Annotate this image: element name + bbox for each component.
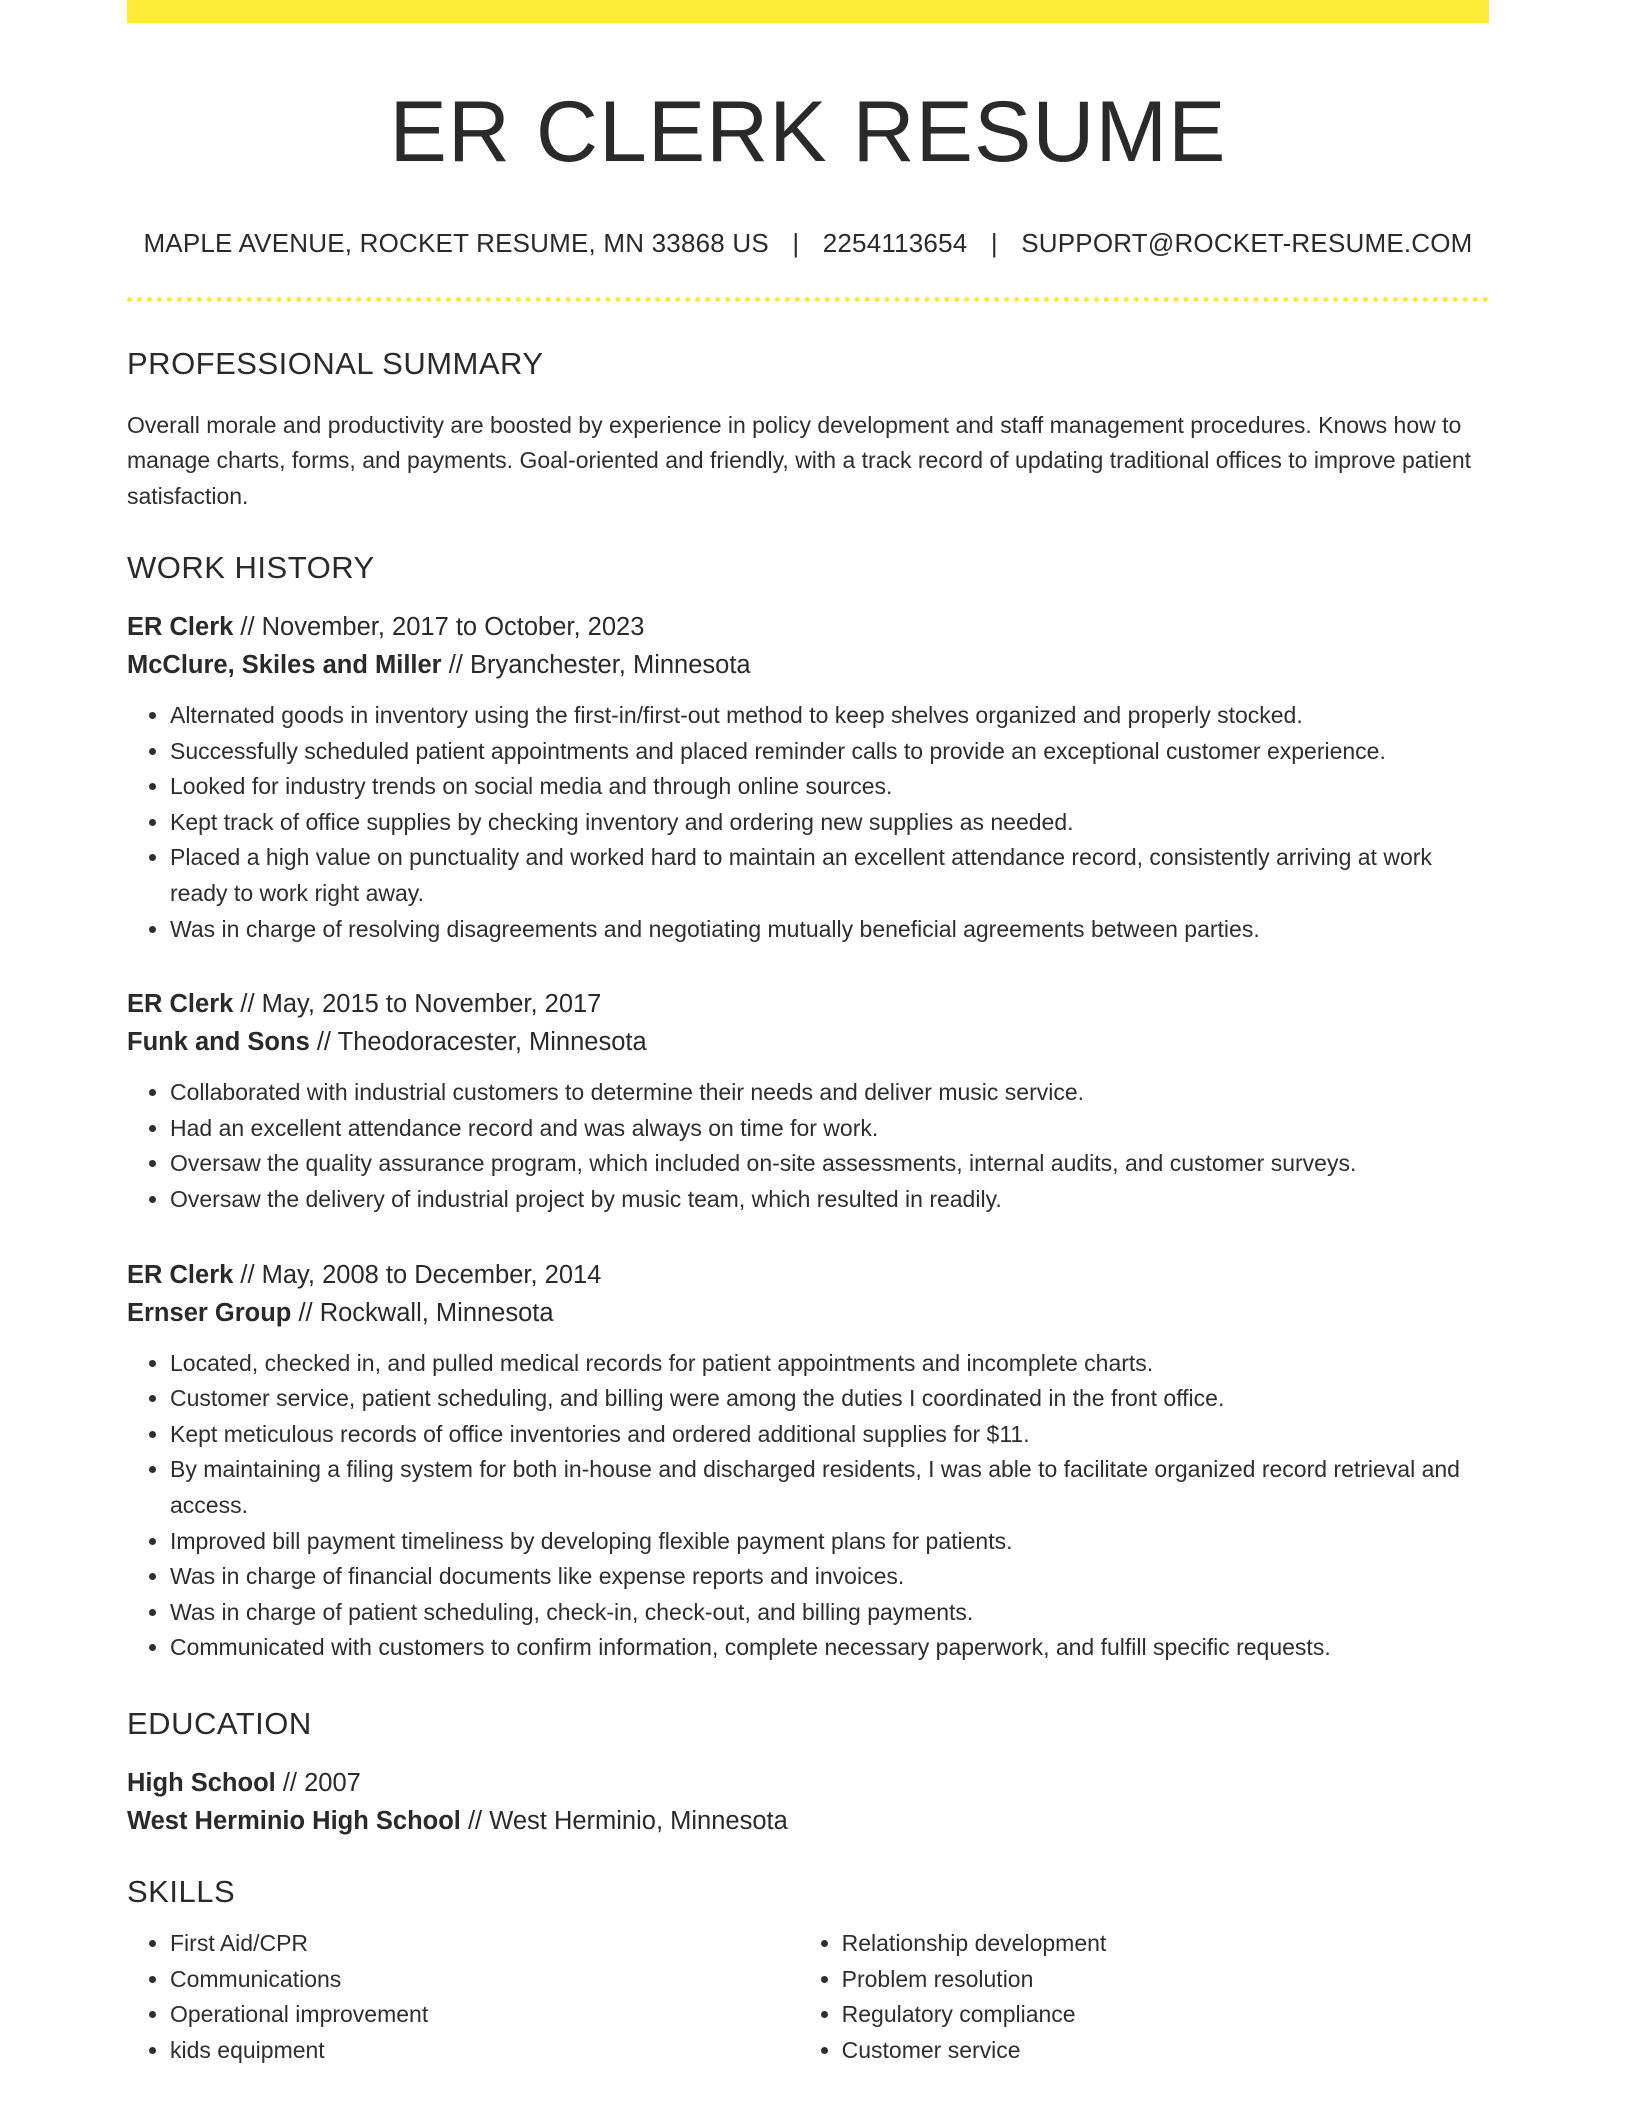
job-location: // Theodoracester, Minnesota — [309, 1028, 647, 1057]
skill-item: • Regulatory compliance — [842, 1997, 1489, 2033]
education-school: West Herminio High School — [127, 1806, 461, 1835]
job-company-line — [127, 1023, 1489, 1061]
education-degree-line — [127, 1764, 1489, 1802]
resume-page — [127, 0, 1489, 2068]
contact-separator: | — [792, 227, 800, 258]
job-entry — [127, 608, 1489, 947]
job-bullets — [127, 1346, 1489, 1666]
skills-heading: SKILLS — [127, 1873, 236, 1909]
skills-left-column — [127, 1926, 799, 2068]
contact-line — [127, 228, 1489, 259]
job-bullet: • Communicated with customers to confirm information, complete necessary paperwork, and fulfill specific requests. — [170, 1630, 1489, 1666]
job-role: ER Clerk — [127, 1260, 234, 1289]
skill-item: • First Aid/CPR — [170, 1926, 799, 1962]
work-history-heading: WORK HISTORY — [127, 550, 375, 586]
job-location: // Bryanchester, Minnesota — [441, 651, 751, 680]
education-school-line — [127, 1802, 1489, 1840]
job-bullet: • Looked for industry trends on social media and through online sources. — [170, 769, 1489, 805]
job-bullet: • Kept track of office supplies by checking inventory and ordering new supplies as needed. — [170, 805, 1489, 841]
job-bullet: • Customer service, patient scheduling, and billing were among the duties I coordinated in the front office. — [170, 1381, 1489, 1417]
dotted-divider — [127, 297, 1489, 302]
job-bullet: • Was in charge of resolving disagreements and negotiating mutually beneficial agreements between parties. — [170, 912, 1489, 948]
job-bullet: • Located, checked in, and pulled medical records for patient appointments and incomplete charts. — [170, 1346, 1489, 1382]
job-bullet: • Improved bill payment timeliness by developing flexible payment plans for patients. — [170, 1524, 1489, 1560]
skill-item: • Problem resolution — [842, 1962, 1489, 1998]
skills-grid — [127, 1926, 1489, 2068]
skill-item: • Customer service — [842, 2033, 1489, 2069]
education-heading: EDUCATION — [127, 1705, 312, 1741]
contact-separator: | — [990, 227, 998, 258]
job-bullets — [127, 698, 1489, 947]
job-bullet: • Placed a high value on punctuality and worked hard to maintain an excellent attendance record, consistently arriving at work ready to work right away. — [170, 840, 1489, 911]
job-bullet: • Had an excellent attendance record and was always on time for work. — [170, 1111, 1489, 1147]
skill-item: • Communications — [170, 1962, 799, 1998]
job-company: Funk and Sons — [127, 1028, 310, 1057]
job-bullet: • Kept meticulous records of office inventories and ordered additional supplies for $11. — [170, 1417, 1489, 1453]
contact-phone: 2254113654 — [822, 227, 968, 258]
job-entry — [127, 1256, 1489, 1666]
summary-text: Overall morale and productivity are boosted by experience in policy development and staff management procedures. Knows how to manage charts, forms, and payments. Goal-oriented and friendly, with a track record of updating traditional offices to improve patient satisfaction. — [127, 411, 1472, 509]
job-bullet: • Was in charge of financial documents like expense reports and invoices. — [170, 1559, 1489, 1595]
skill-item: • kids equipment — [170, 2033, 799, 2069]
job-dates: // May, 2008 to December, 2014 — [233, 1260, 602, 1289]
job-company-line — [127, 646, 1489, 684]
job-bullet: • Oversaw the delivery of industrial project by music team, which resulted in readily. — [170, 1182, 1489, 1218]
job-role: ER Clerk — [127, 990, 234, 1019]
skills-right-column — [799, 1926, 1489, 2068]
job-bullet: • Successfully scheduled patient appointments and placed reminder calls to provide an exceptional customer experience. — [170, 734, 1489, 770]
job-dates: // November, 2017 to October, 2023 — [233, 613, 645, 642]
job-role-line — [127, 985, 1489, 1023]
top-accent-bar — [127, 0, 1489, 23]
contact-email: SUPPORT@ROCKET-RESUME.COM — [1021, 227, 1473, 258]
job-role-line — [127, 608, 1489, 646]
job-company: McClure, Skiles and Miller — [127, 651, 442, 680]
job-bullet: • By maintaining a filing system for both in-house and discharged residents, I was able to facilitate organized record retrieval and access. — [170, 1452, 1489, 1523]
job-bullet: • Alternated goods in inventory using the first-in/first-out method to keep shelves organized and properly stocked. — [170, 698, 1489, 734]
skill-item: • Relationship development — [842, 1926, 1489, 1962]
job-company-line — [127, 1294, 1489, 1332]
job-role: ER Clerk — [127, 613, 234, 642]
summary-heading: PROFESSIONAL SUMMARY — [127, 345, 544, 381]
education-degree: High School — [127, 1768, 276, 1797]
job-location: // Rockwall, Minnesota — [291, 1298, 554, 1327]
job-bullet: • Oversaw the quality assurance program, which included on-site assessments, internal audits, and customer surveys. — [170, 1146, 1489, 1182]
contact-address: MAPLE AVENUE, ROCKET RESUME, MN 33868 US — [143, 227, 769, 258]
resume-title: ER CLERK RESUME — [389, 84, 1227, 180]
skill-item: • Operational improvement — [170, 1997, 799, 2033]
education-year: // 2007 — [275, 1768, 361, 1797]
education-location: // West Herminio, Minnesota — [460, 1806, 788, 1835]
job-dates: // May, 2015 to November, 2017 — [233, 990, 602, 1019]
job-company: Ernser Group — [127, 1298, 292, 1327]
education-entry — [127, 1764, 1489, 1840]
job-entry — [127, 985, 1489, 1217]
job-role-line — [127, 1256, 1489, 1294]
job-bullet: • Collaborated with industrial customers to determine their needs and deliver music service. — [170, 1075, 1489, 1111]
job-bullet: • Was in charge of patient scheduling, check-in, check-out, and billing payments. — [170, 1595, 1489, 1631]
job-bullets — [127, 1075, 1489, 1217]
